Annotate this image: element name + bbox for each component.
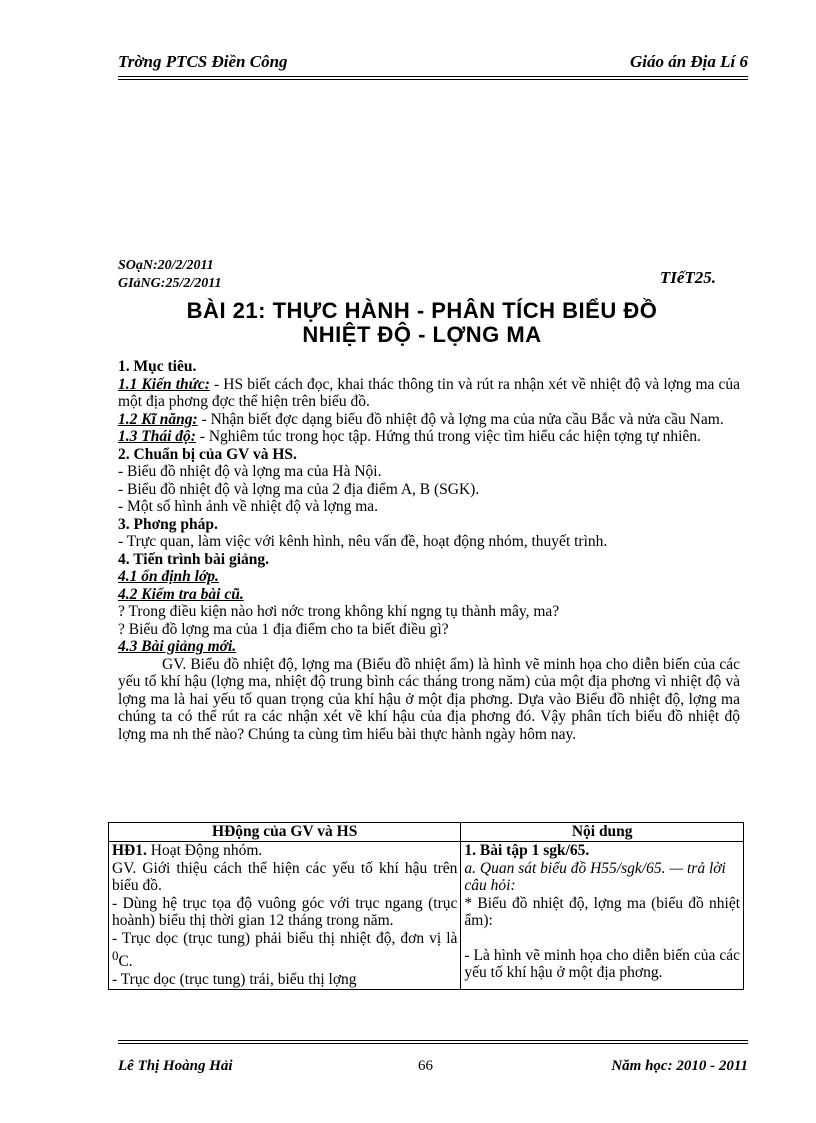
content-line: - Là hình vẽ minh họa cho diễn biến của các yếu tố khí hậu ở một địa phơng. — [464, 946, 740, 981]
section-4-3-text: GV. Biểu đồ nhiệt độ, lợng ma (Biểu đồ nhiệt ẩm) là hình vẽ minh họa cho diễn biến của các yếu tố khí hậu (lợng ma, nhiệt độ trung bình các tháng trong năm) của một địa phơng vì nhiệt độ và lợng ma là hai yếu tố quan trọng của khí hậu ở một địa phơng. Dựa vào Biểu đồ nhiệt độ, lợng ma chúng ta có thể rút ra các nhận xét về khí hậu của địa phơng đó. Vậy phân tích biểu đồ nhiệt độ lợng ma nh thế nào? Chúng ta cùng tìm hiểu bài thực hành ngày hôm nay. — [118, 655, 740, 743]
section-1-1-label: 1.1 Kiến thức: — [118, 375, 210, 393]
content-spacer — [464, 930, 740, 947]
activity-line-unit: C. — [118, 953, 133, 971]
lesson-title-line-1: BÀI 21: THỰC HÀNH - PHÂN TÍCH BIỂU ĐỒ — [186, 298, 658, 323]
section-1-2-text: - Nhận biết đợc dạng biểu đồ nhiệt độ và lợng ma của nửa cầu Bắc và nửa cầu Nam. — [197, 410, 724, 428]
activity-label: HĐ1. — [112, 842, 147, 859]
activity-label-text: Hoạt Động nhóm. — [146, 842, 263, 859]
footer-author: Lê Thị Hoàng Hải — [118, 1058, 233, 1074]
section-4-2-question: ? Trong điều kiện nào hơi nớc trong không khí ngng tụ thành mây, ma? — [118, 603, 560, 620]
table-row — [109, 842, 744, 990]
header-rule-2 — [118, 79, 748, 80]
footer-rule — [118, 1040, 748, 1044]
section-3-heading: 3. Phơng pháp. — [118, 515, 218, 533]
soan-date: SOạN:20/2/2011 — [118, 258, 214, 273]
section-1-3-label: 1.3 Thái độ: — [118, 428, 196, 445]
table-header-activity: HĐộng của GV và HS — [109, 823, 461, 842]
degree-superscript: 0 — [112, 948, 119, 963]
table-header-content: Nội dung — [461, 823, 744, 842]
lesson-body — [118, 358, 740, 743]
table-cell-content — [461, 842, 744, 990]
section-1-2 — [118, 411, 740, 429]
section-4-3: 4.3 Bài giảng mới. — [118, 638, 237, 655]
header-school: Trờng PTCS Điền Công — [118, 52, 288, 71]
section-4-2: 4.2 Kiểm tra bài cũ. — [118, 585, 244, 603]
activity-line: - Trục dọc (trục tung) trái, biểu thị lợng — [112, 970, 357, 988]
section-1-3-text: - Nghiêm túc trong học tập. Hứng thú trong việc tìm hiểu các hiện tợng tự nhiên. — [195, 428, 701, 445]
section-1-2-label: 1.2 Kĩ năng: — [118, 410, 198, 428]
header-rule-1 — [118, 76, 748, 77]
activity-line — [112, 930, 457, 971]
page-number: 66 — [418, 1058, 433, 1074]
section-1-heading: 1. Mục tiêu. — [118, 358, 197, 375]
header-subject: Giáo án Địa Lí 6 — [629, 52, 748, 71]
content-line: * Biểu đồ nhiệt độ, lợng ma (biểu đồ nhiệt ẩm): — [464, 894, 740, 929]
page-header — [118, 52, 748, 78]
section-1-3 — [118, 428, 740, 446]
activity-line-text: - Trục dọc (trục tung) phải biểu thị nhiệt độ, đơn vị là — [112, 929, 458, 947]
section-2-heading: 2. Chuẩn bị của GV và HS. — [118, 445, 297, 463]
activity-table — [108, 822, 744, 990]
content-line: a. Quan sát biểu đồ H55/sgk/65. — trả lời câu hỏi: — [464, 859, 726, 894]
section-4-1: 4.1 ổn định lớp. — [118, 568, 219, 585]
section-1-1 — [118, 376, 740, 411]
giang-date: GIảNG:25/2/2011 — [118, 276, 222, 291]
footer-school-year: Năm học: 2010 - 2011 — [611, 1058, 748, 1074]
lesson-title-line-2: NHIỆT ĐỘ - LỢNG MA — [302, 322, 542, 347]
section-1-1-text: - HS biết cách đọc, khai thác thông tin và rút ra nhận xét về nhiệt độ và lợng ma của một địa phơng đợc thể hiện trên biểu đồ. — [118, 375, 740, 410]
activity-line: GV. Giới thiệu cách thể hiện các yếu tố khí hậu trên biểu đồ. — [112, 859, 458, 894]
activity-heading — [112, 842, 457, 860]
table-header-row — [109, 823, 744, 842]
section-2-item: - Một số hình ảnh về nhiệt độ và lợng ma. — [118, 498, 379, 515]
tiet-number: TIếT25. — [659, 268, 716, 287]
table-cell-activity — [109, 842, 461, 990]
section-2-item: - Biểu đồ nhiệt độ và lợng ma của 2 địa điểm A, B (SGK). — [118, 480, 480, 498]
page-footer — [118, 1058, 748, 1078]
section-2-item: - Biểu đồ nhiệt độ và lợng ma của Hà Nội. — [118, 463, 382, 480]
section-4-2-question: ? Biểu đồ lợng ma của 1 địa điểm cho ta biết điều gì? — [118, 620, 449, 638]
content-heading: 1. Bài tập 1 sgk/65. — [464, 842, 590, 859]
section-3-text: - Trực quan, làm việc với kênh hình, nêu vấn đề, hoạt động nhóm, thuyết trình. — [118, 533, 608, 550]
section-4-heading: 4. Tiến trình bài giảng. — [118, 550, 270, 568]
activity-line: - Dùng hệ trục tọa độ vuông góc với trục ngang (trục hoành) biểu thị thời gian 12 tháng trong năm. — [112, 894, 458, 929]
